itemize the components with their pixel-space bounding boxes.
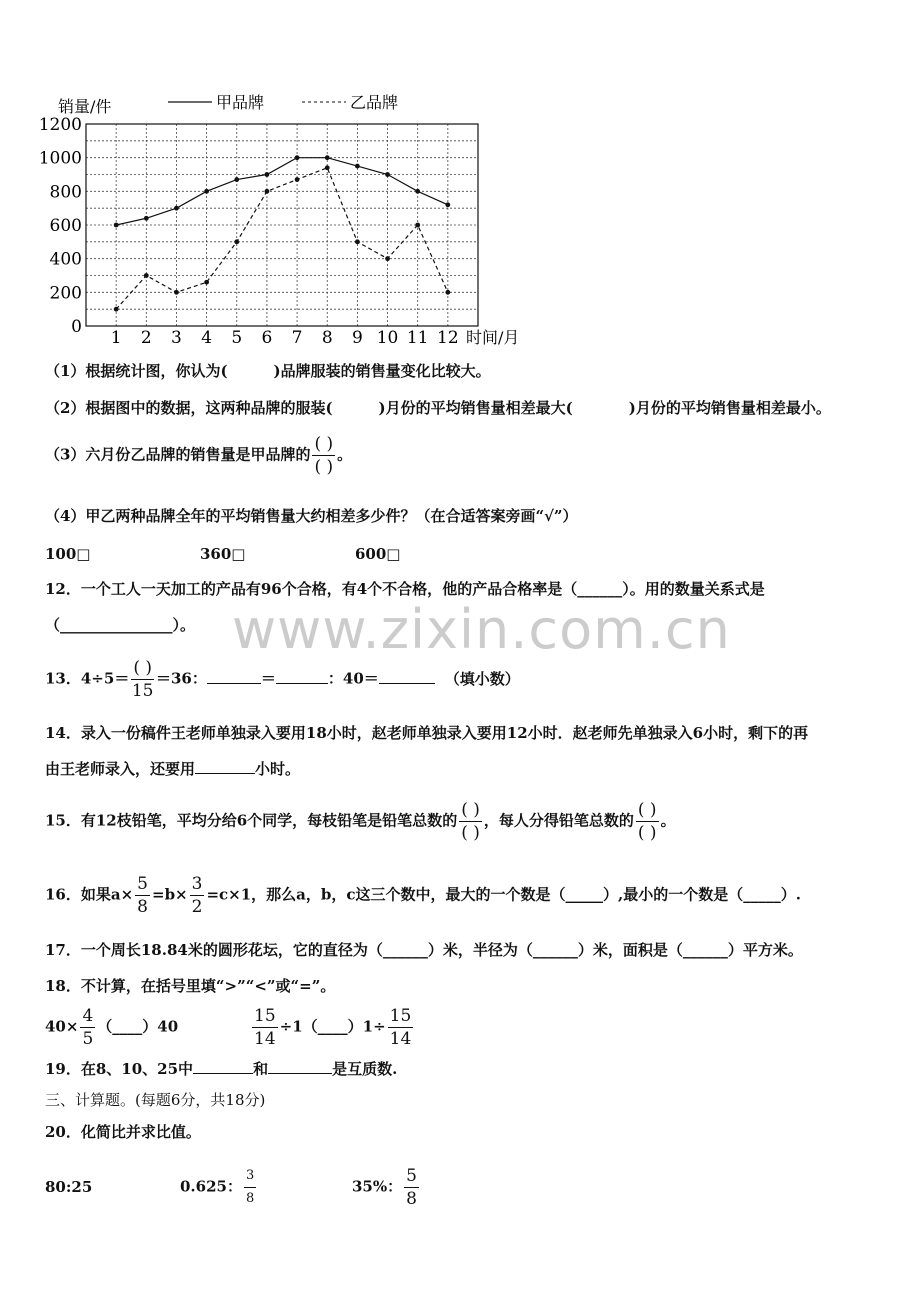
data-point (385, 172, 390, 177)
data-point (265, 189, 270, 194)
data-point (325, 165, 330, 170)
q11-2-text-a: （2）根据图中的数据，这两种品牌的服装( (45, 399, 333, 417)
q15-fraction-1: $\frac{( )}{( )}$ (461, 800, 480, 843)
q20-item-a: 80:25 (45, 1178, 93, 1196)
y-axis-label: 销量/件 (58, 97, 112, 116)
q15-text-b: ，每人分得铅笔总数的 (483, 811, 634, 830)
x-tick-label: 11 (406, 328, 429, 348)
data-point (415, 189, 420, 194)
q18-right-fraction-2: $\frac{15}{14}$ (389, 1006, 412, 1049)
q16-text-b: =b× (152, 885, 188, 904)
option-100[interactable]: 100□ (45, 545, 91, 563)
y-tick-label: 600 (49, 216, 82, 236)
question-13 (45, 658, 890, 701)
q14-blank[interactable] (195, 759, 255, 774)
x-tick-label: 10 (376, 328, 399, 348)
q20-item-c: 35%： $\frac{5}{8}$ (352, 1166, 417, 1209)
y-tick-label: 1200 (38, 115, 82, 135)
question-12-line-1: 12．一个工人一天加工的产品有96个合格，有4个不合格，他的产品合格率是（______）。用的数量关系式是 (45, 580, 765, 598)
data-point (295, 177, 300, 182)
q11-2-text-b: )月份的平均销售量相差最大( (378, 399, 573, 417)
q13-text-b: ＝36： (156, 669, 207, 688)
q20-c-fraction: $\frac{5}{8}$ (406, 1166, 417, 1209)
legend-label-jia: 甲品牌 (216, 93, 265, 112)
question-16 (45, 874, 890, 917)
sales-line-chart (0, 0, 920, 350)
data-point (355, 164, 360, 169)
y-tick-label: 1000 (38, 148, 82, 169)
section-3-heading: 三、计算题。(每题6分，共18分) (45, 1091, 266, 1109)
data-point (445, 290, 450, 295)
q16-text-a: 16．如果a× (45, 885, 134, 904)
x-tick-label: 8 (321, 328, 333, 348)
q11-1-text-b: )品牌服装的销售量变化比较大。 (273, 362, 491, 380)
question-19 (45, 1058, 890, 1080)
data-point (174, 206, 179, 211)
question-11-2 (45, 397, 890, 419)
question-11-4: （4）甲乙两种品牌全年的平均销售量大约相差多少件？（在合适答案旁画“√”） (45, 507, 578, 525)
chart-series (114, 155, 450, 311)
data-point (234, 177, 239, 182)
q18-item-left: 40× $\frac{4}{5}$ （____）40 (45, 1006, 179, 1049)
data-point (234, 239, 239, 244)
q13-blank-1[interactable] (207, 669, 261, 684)
x-tick-label: 5 (231, 328, 243, 348)
data-point (144, 216, 149, 221)
legend-label-yi: 乙品牌 (350, 93, 399, 112)
q15-text-a: 15．有12枝铅笔，平均分给6个同学，每枝铅笔是铅笔总数的 (45, 811, 458, 830)
data-point (204, 189, 209, 194)
data-point (114, 223, 119, 228)
q11-3-fraction: $\frac{( )}{( )}$ (314, 434, 334, 477)
q18-left-fraction: $\frac{4}{5}$ (82, 1006, 94, 1049)
data-point (174, 290, 179, 295)
q16-text-c: =c×1，那么a，b，c这三个数中，最大的一个数是（_____）,最小的一个数是（_____）. (206, 885, 801, 904)
q19-text-c: 是互质数. (332, 1060, 398, 1078)
data-point (204, 280, 209, 285)
q11-3-text-a: （3）六月份乙品牌的销售量是甲品牌的 (45, 445, 311, 464)
data-point (265, 172, 270, 177)
q13-text-a: 13．4÷5＝ (45, 669, 130, 688)
question-17: 17．一个周长18.84米的圆形花坛，它的直径为（______）米，半径为（______）米，面积是（______）平方米。 (45, 941, 803, 959)
series-line-yi (116, 168, 448, 309)
q18-item-right: $\frac{15}{14}$ ÷1（____）1÷ $\frac{15}{14}$ (254, 1006, 412, 1049)
x-tick-label: 4 (201, 328, 213, 348)
y-tick-label: 800 (49, 182, 82, 203)
q13-fraction: $\frac{( )}{15}$ (131, 658, 154, 701)
q13-text-c: ＝ (260, 669, 276, 688)
question-12-line-2: （_______________）。 (45, 616, 196, 634)
q20-item-b: 0.625： $\frac{3}{8}$ (180, 1166, 258, 1209)
x-tick-label: 7 (291, 328, 303, 348)
q19-text-b: 和 (253, 1060, 269, 1078)
q13-text-e: （填小数） (444, 669, 520, 688)
q13-text-d: ：40＝ (327, 669, 379, 688)
q16-fraction-2: $\frac{3}{2}$ (191, 874, 203, 917)
question-18: 18．不计算，在括号里填“>”“<”或“=”。 (45, 977, 336, 995)
q11-1-text-a: （1）根据统计图，你认为( (45, 362, 228, 380)
q19-blank-2[interactable] (268, 1059, 332, 1074)
data-point (355, 239, 360, 244)
q19-text-a: 19．在8、10、25中 (45, 1060, 194, 1078)
x-tick-label: 6 (261, 328, 273, 348)
q16-fraction-1: $\frac{5}{8}$ (137, 874, 148, 917)
data-point (114, 307, 119, 312)
y-tick-label: 400 (49, 249, 82, 270)
data-point (415, 223, 420, 228)
watermark: www.zixin.com.cn (232, 598, 731, 661)
x-tick-label: 1 (110, 328, 122, 348)
data-point (144, 273, 149, 278)
q14-text-b: 小时。 (255, 760, 301, 778)
question-11-1 (45, 360, 890, 382)
question-14-line-1: 14．录入一份稿件王老师单独录入要用18小时，赵老师单独录入要用12小时．赵老师先单独录入6小时，剩下的再 (45, 724, 809, 742)
x-axis-label: 时间/月 (466, 328, 520, 347)
question-15 (45, 800, 890, 843)
q15-text-c: 。 (660, 811, 676, 830)
q15-fraction-2: $\frac{( )}{( )}$ (637, 800, 657, 843)
x-tick-label: 2 (140, 328, 152, 348)
x-tick-label: 3 (171, 328, 182, 348)
q13-blank-3[interactable] (379, 669, 435, 684)
question-11-3 (45, 434, 890, 477)
option-360[interactable]: 360□ (200, 545, 246, 563)
data-point (325, 155, 330, 160)
x-tick-label: 12 (437, 328, 459, 348)
x-tick-label: 9 (351, 328, 363, 348)
q19-blank-1[interactable] (193, 1059, 253, 1074)
option-600[interactable]: 600□ (355, 545, 401, 563)
q11-2-text-c: )月份的平均销售量相差最小。 (628, 399, 831, 417)
q20-b-fraction: $\frac{3}{8}$ (245, 1168, 255, 1206)
question-14-line-2 (45, 758, 890, 780)
q13-blank-2[interactable] (276, 669, 328, 684)
y-tick-label: 200 (49, 283, 82, 304)
data-point (385, 256, 390, 261)
q18-right-fraction-1: $\frac{15}{14}$ (254, 1006, 276, 1049)
question-20: 20．化简比并求比值。 (45, 1123, 201, 1141)
data-point (445, 202, 450, 207)
q11-3-text-b: 。 (337, 445, 353, 464)
q14-text-a: 由王老师录入，还要用 (45, 760, 196, 778)
chart-labels (39, 115, 459, 348)
y-tick-label: 0 (71, 317, 82, 337)
data-point (295, 155, 300, 160)
